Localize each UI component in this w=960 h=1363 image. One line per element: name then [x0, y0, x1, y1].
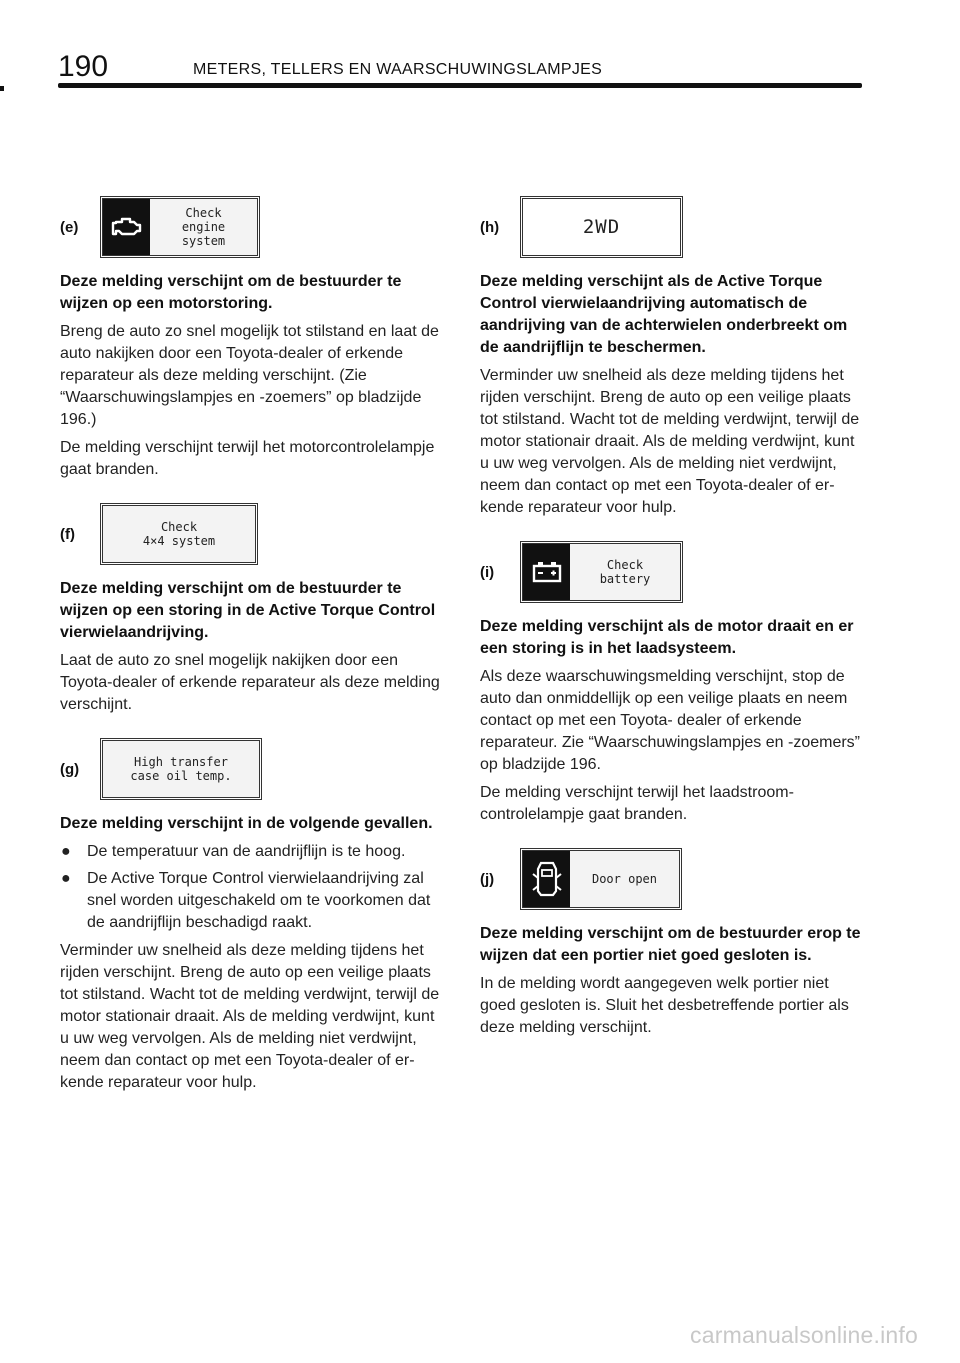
display-text-j: Door open [570, 851, 679, 907]
bullet-text: De Active Torque Control vierwielaandrijving zal snel worden uitgeschakeld om te voorkomen dat de aandrijflijn beschadigd raakt. [87, 870, 431, 931]
header-rule [58, 83, 862, 88]
display-text-g: High transfer case oil temp. [103, 741, 259, 797]
battery-icon [523, 544, 570, 600]
item-g [60, 738, 445, 800]
display-text-e: Check engine system [150, 199, 257, 255]
item-letter-e: (e) [60, 218, 79, 236]
heading-g: Deze melding verschijnt in de volgende gevallen. [60, 815, 433, 832]
display-check-battery [520, 541, 683, 603]
heading-i: Deze melding verschijnt als de motor draait en er een storing is in het laadsysteem. [480, 618, 854, 657]
display-check-4x4 [100, 503, 258, 565]
heading-j: Deze melding verschijnt om de bestuurder erop te wijzen dat een portier niet goed gesloten is. [480, 925, 861, 964]
paragraph: Verminder uw snelheid als deze melding tijdens het rijden verschijnt. Breng de auto op een veilige plaats tot stilstand. Wacht tot de melding verdwijnt, terwijl de motor stationair draait. Als de melding verdwijnt, kunt u uw weg vervolgen. Als de melding niet verdwijnt, neem dan contact op met een Toyota‑dealer of erkende reparateur voor hulp. [60, 942, 440, 1091]
bullet-list [60, 841, 445, 934]
display-text-f: Check 4×4 system [103, 506, 255, 562]
item-letter-f: (f) [60, 525, 75, 543]
display-door-open [520, 848, 682, 910]
item-letter-j: (j) [480, 870, 495, 888]
bullet-icon: ● [61, 870, 71, 887]
display-check-engine [100, 196, 260, 258]
paragraph: Als deze waarschuwingsmelding verschijnt, stop de auto dan onmiddellijk op een veilige plaats en neem contact op met een Toyota‑ dealer of erkende reparateur. Zie “Waarschuwingslampjes en ‑zoemers” op bladzijde 196. [480, 668, 860, 773]
item-e [60, 196, 445, 258]
item-j [480, 848, 865, 910]
engine-icon [103, 199, 150, 255]
page-number: 190 [58, 50, 109, 83]
bullet-text: De temperatuur van de aandrijflijn is te hoog. [87, 843, 406, 860]
watermark: carmanualsonline.info [690, 1322, 918, 1348]
edge-mark [0, 86, 4, 91]
display-high-transfer [100, 738, 262, 800]
page-title: METERS, TELLERS EN WAARSCHUWINGSLAMPJES [193, 61, 603, 78]
paragraph: Breng de auto zo snel mogelijk tot stilstand en laat de auto nakijken door een Toyota‑dealer of erkende reparateur als deze melding verschijnt. (Zie “Waarschuwingslampjes en ‑zoemers” op bladzijde 196.) [60, 323, 439, 428]
item-h [480, 196, 865, 258]
item-i [480, 541, 865, 603]
paragraph: In de melding wordt aangegeven welk portier niet goed gesloten is. Sluit het desbetreffende portier als deze melding verschijnt. [480, 975, 849, 1036]
item-letter-g: (g) [60, 760, 80, 778]
bullet-icon: ● [61, 843, 71, 860]
list-item [60, 841, 445, 863]
heading-e: Deze melding verschijnt om de bestuurder te wijzen op een motorstoring. [60, 273, 402, 312]
list-item [60, 868, 445, 934]
item-letter-i: (i) [480, 563, 495, 581]
heading-h: Deze melding verschijnt als de Active Torque Control vierwielaandrijving automatisch de aandrijving van de achterwielen onderbreekt om de aandrijflijn te beschermen. [480, 273, 848, 356]
item-f [60, 503, 445, 565]
paragraph: Verminder uw snelheid als deze melding tijdens het rijden verschijnt. Breng de auto op een veilige plaats tot stilstand. Wacht tot de melding verdwijnt, terwijl de motor stationair draait. Als de melding verdwijnt, kunt u uw weg vervolgen. Als de melding niet verdwijnt, neem dan contact op met een Toyota‑dealer of erkende reparateur voor hulp. [480, 367, 860, 516]
heading-f: Deze melding verschijnt om de bestuurder te wijzen op een storing in de Active Torque Control vierwielaandrijving. [60, 580, 436, 641]
display-text-h: 2WD [523, 199, 680, 255]
left-column [60, 196, 445, 1094]
display-2wd [520, 196, 683, 258]
paragraph: Laat de auto zo snel mogelijk nakijken door een Toyota‑dealer of erkende reparateur als deze melding verschijnt. [60, 652, 440, 713]
paragraph: De melding verschijnt terwijl het laadstroomcontrolelampje gaat branden. [480, 784, 794, 823]
display-text-i: Check battery [570, 544, 680, 600]
paragraph: De melding verschijnt terwijl het motorcontrolelampje gaat branden. [60, 439, 435, 478]
right-column [480, 196, 865, 1039]
item-letter-h: (h) [480, 218, 500, 236]
door-open-icon [523, 851, 570, 907]
